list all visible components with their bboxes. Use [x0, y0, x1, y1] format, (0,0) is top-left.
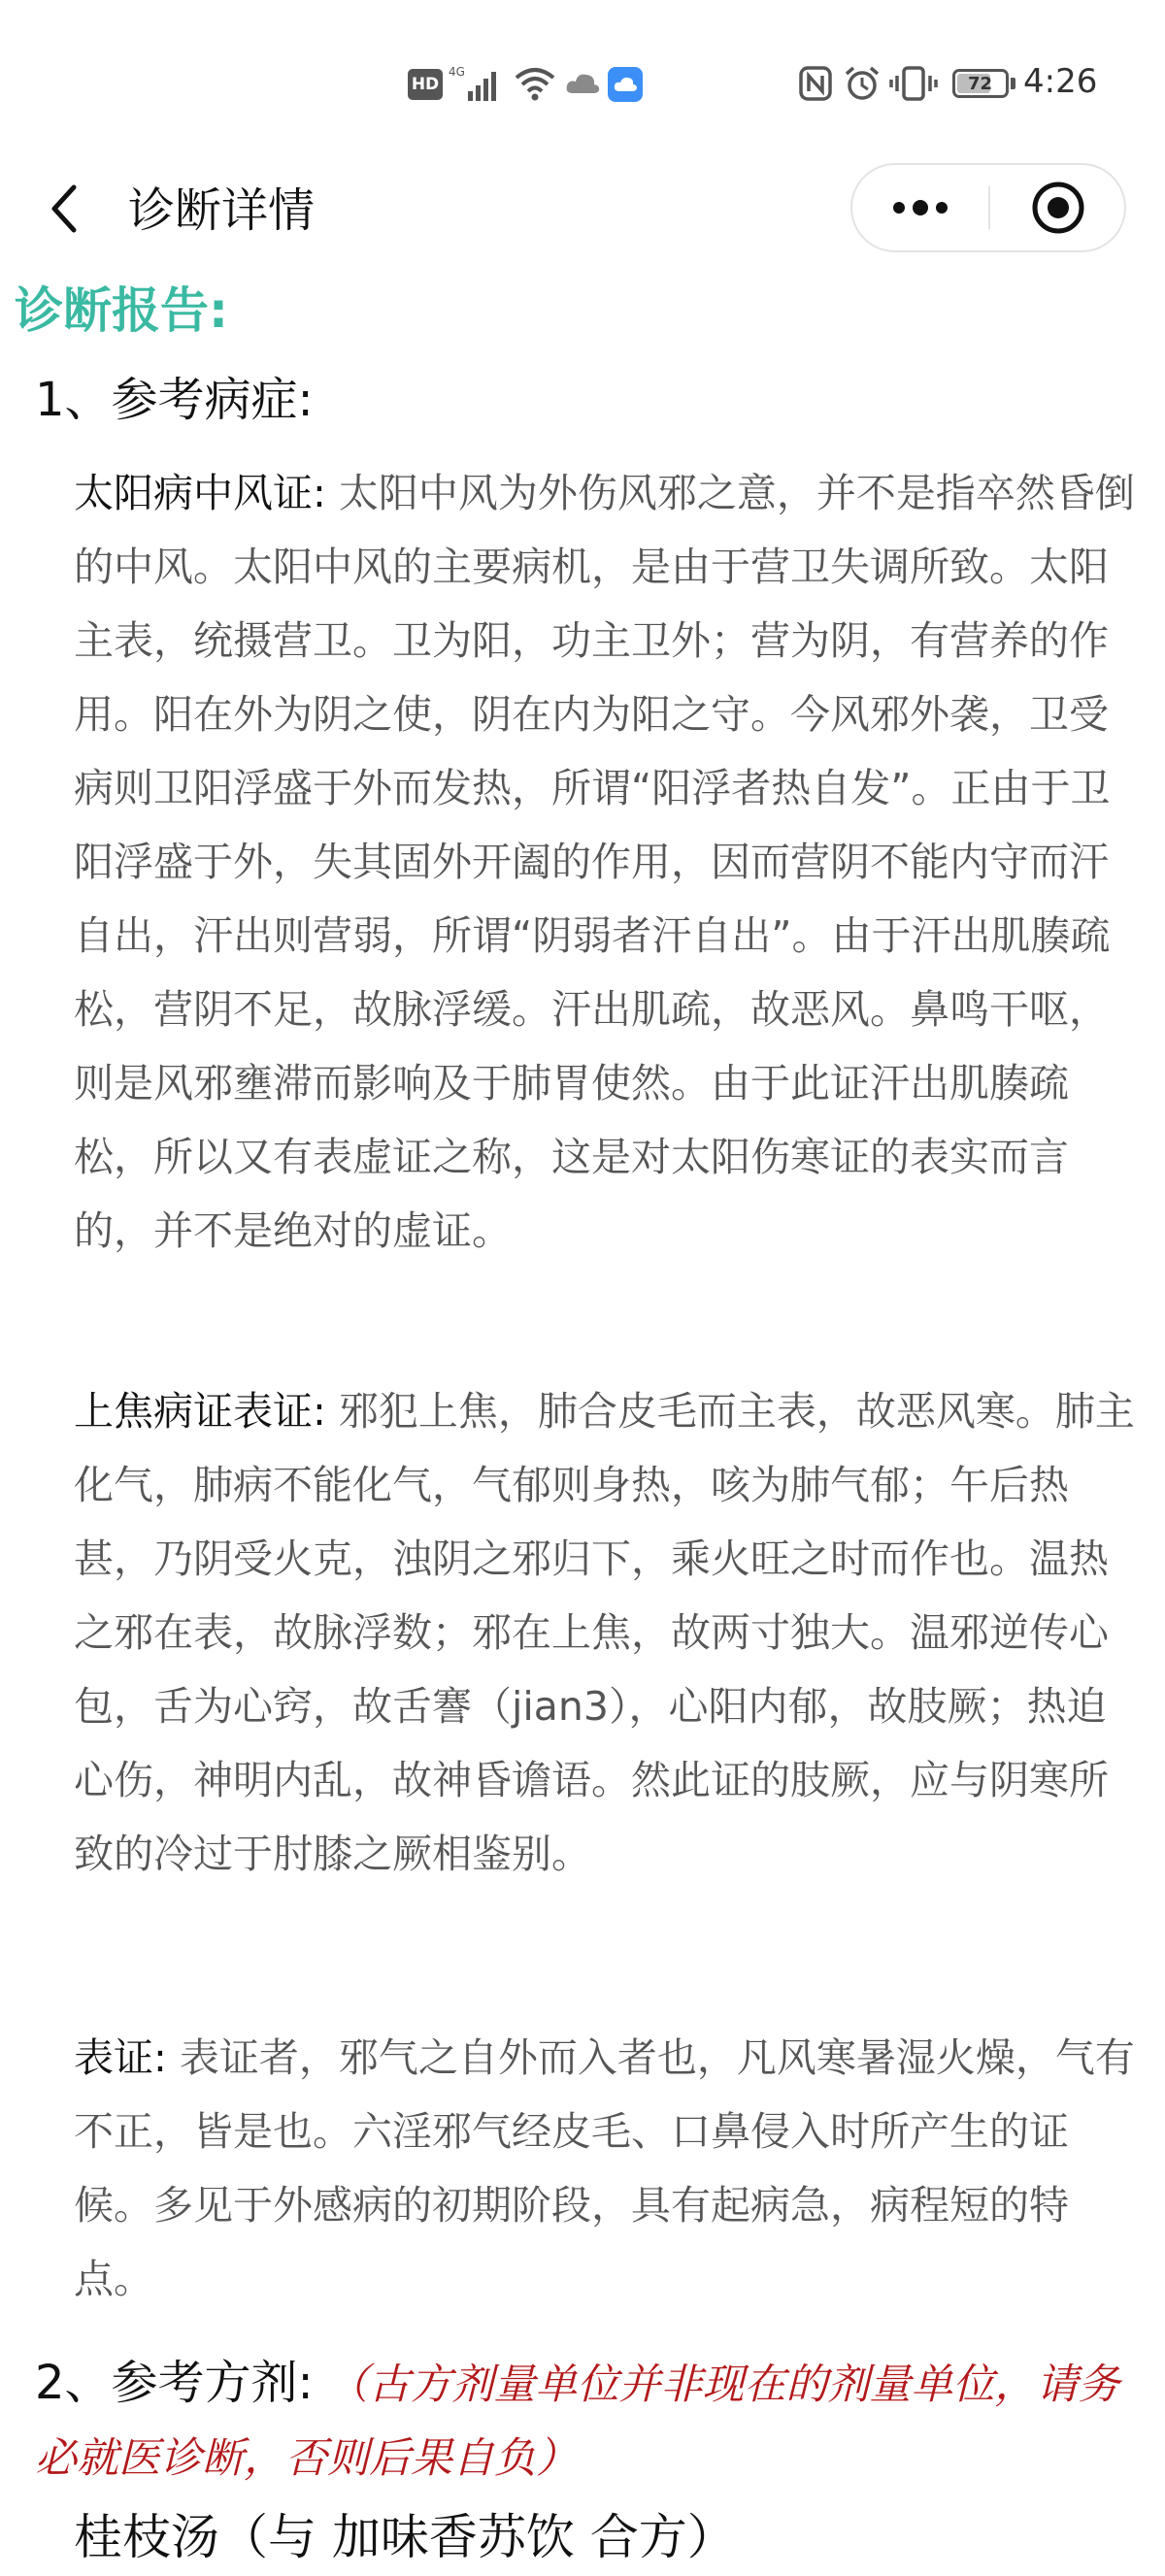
battery-level: 72 — [967, 73, 993, 94]
close-button[interactable] — [990, 165, 1126, 250]
status-bar — [0, 0, 1165, 165]
network-type-label: 4G — [449, 65, 465, 79]
battery-icon — [949, 64, 1017, 103]
condition-description: 邪犯上焦，肺合皮毛而主表，故恶风寒。肺主化气，肺病不能化气，气郁则身热，咳为肺气郁；午后热甚，乃阴受火克，浊阴之邪归下，乘火旺之时而作也。温热之邪在表，故脉浮数；邪在上焦，故两寸独大。温邪逆传心包，舌为心窍，故舌謇（jian3），心阳内郁，故肢厥；热迫心伤，神明内乱，故神昏谵语。然此证的肢厥，应与阴寒所致的冷过于肘膝之厥相鉴别。 — [74, 1388, 1135, 1877]
clock: 4:26 — [1023, 62, 1098, 101]
condition-name: 上焦病证表证: — [74, 1388, 326, 1435]
alarm-icon — [843, 64, 882, 103]
section-heading-formulas: 2、参考方剂: — [35, 2356, 314, 2410]
signal-icon — [449, 64, 507, 103]
condition-name: 太阳病中风证: — [74, 470, 326, 516]
formula-section-heading — [35, 2346, 1142, 2495]
condition-entry — [74, 1374, 1142, 1891]
nfc-icon — [798, 64, 835, 103]
report-heading: 诊断报告: — [15, 282, 228, 339]
nav-bar — [0, 160, 1165, 257]
condition-entry — [74, 2021, 1142, 2316]
more-button[interactable] — [852, 165, 988, 250]
more-dots-icon — [889, 198, 951, 217]
wifi-icon — [513, 64, 557, 103]
formula-name[interactable]: 桂枝汤（与 加味香苏饮 合方） — [74, 2509, 736, 2565]
chevron-left-icon — [47, 182, 82, 236]
cloud-icon — [563, 64, 602, 103]
condition-name: 表证: — [74, 2034, 167, 2081]
back-button[interactable] — [39, 180, 89, 238]
page-title: 诊断详情 — [128, 183, 316, 238]
mini-program-capsule — [850, 163, 1126, 252]
vibrate-icon — [889, 64, 938, 103]
hd-icon: HD — [408, 69, 443, 100]
dosage-warning: （古方剂量单位并非现在的剂量单位，请务必就医诊断，否则后果自负） — [35, 2361, 1120, 2483]
condition-entry — [74, 456, 1142, 1268]
condition-description: 太阳中风为外伤风邪之意，并不是指卒然昏倒的中风。太阳中风的主要病机，是由于营卫失调所致。太阳主表，统摄营卫。卫为阳，功主卫外；营为阴，有营养的作用。阳在外为阴之使，阴在内为阳之守。今风邪外袭，卫受病则卫阳浮盛于外而发热，所谓“阳浮者热自发”。正由于卫阳浮盛于外，失其固外开阖的作用，因而营阴不能内守而汗自出，汗出则营弱，所谓“阴弱者汗自出”。由于汗出肌腠疏松，营阴不足，故脉浮缓。汗出肌疏，故恶风。鼻鸣干呕，则是风邪壅滞而影响及于肺胃使然。由于此证汗出肌腠疏松，所以又有表虚证之称，这是对太阳伤寒证的表实而言的，并不是绝对的虚证。 — [74, 470, 1135, 1254]
app-cloud-icon — [608, 67, 643, 102]
section-heading-conditions: 1、参考病症: — [35, 373, 314, 427]
condition-description: 表证者，邪气之自外而入者也，凡风寒暑湿火燥，气有不正，皆是也。六淫邪气经皮毛、口鼻侵入时所产生的证候。多见于外感病的初期阶段，具有起病急，病程短的特点。 — [74, 2034, 1135, 2302]
target-close-icon — [1030, 180, 1086, 236]
